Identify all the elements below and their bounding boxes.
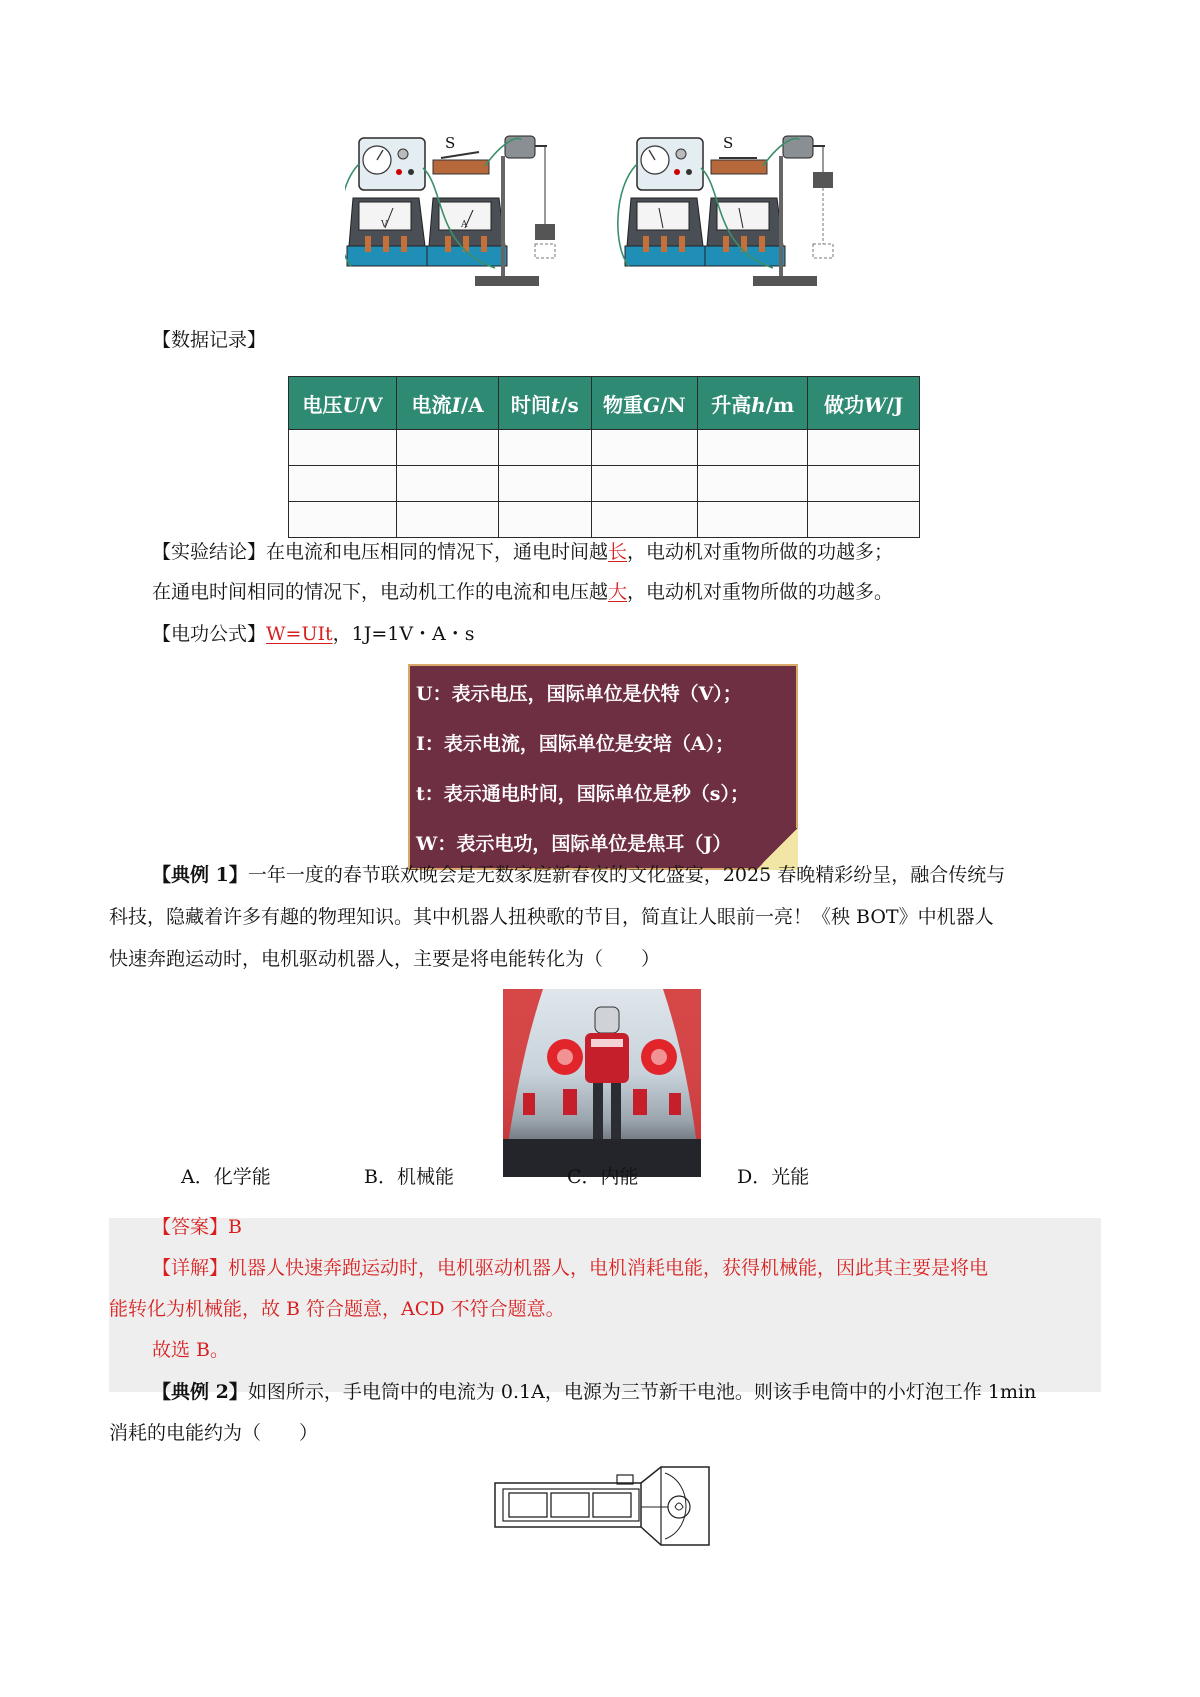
example1-line-1 <box>152 866 1005 885</box>
header-quantity: 升高 <box>711 392 752 417</box>
table-cell[interactable] <box>808 430 920 466</box>
table-header-5 <box>808 377 920 430</box>
header-quantity: 电流 <box>411 392 452 417</box>
header-symbol: h <box>751 392 766 417</box>
example2-line-2: 消耗的电能约为（ ） <box>109 1422 319 1444</box>
table-row <box>289 502 920 538</box>
motor-experiment-figure <box>345 128 925 306</box>
option-a[interactable]: A．化学能 <box>181 1166 271 1188</box>
battery-3 <box>593 1493 631 1517</box>
header-quantity: 时间 <box>510 392 551 417</box>
header-symbol: U <box>342 392 360 417</box>
header-symbol: t <box>550 392 561 417</box>
header-quantity: 电压 <box>302 392 343 417</box>
header-unit: /N <box>660 392 686 417</box>
flashlight-diagram <box>493 1463 713 1553</box>
table-cell[interactable] <box>591 502 698 538</box>
switch-label-right: S <box>723 134 734 152</box>
apparatus-right <box>618 134 833 286</box>
conclusion-line-1 <box>152 543 893 562</box>
table-cell[interactable] <box>397 466 499 502</box>
table-cell[interactable] <box>591 466 698 502</box>
table-header-0 <box>289 377 397 430</box>
table-cell[interactable] <box>808 466 920 502</box>
apparatus-left <box>345 134 555 286</box>
table-cell[interactable] <box>289 430 397 466</box>
table-header-2 <box>499 377 591 430</box>
table-cell[interactable] <box>397 502 499 538</box>
formula-line <box>152 625 475 644</box>
table-header-4 <box>698 377 808 430</box>
table-cell[interactable] <box>289 502 397 538</box>
note-t: t：表示通电时间，国际单位是秒（s）； <box>416 783 749 805</box>
example2-line-1 <box>152 1383 1036 1402</box>
formula-expression: W=UIt <box>266 623 333 645</box>
data-record-table <box>288 376 920 538</box>
formula-unit: ，1J=1V・A・s <box>332 623 475 645</box>
conclusion-text: 【实验结论】在电流和电压相同的情况下，通电时间越 <box>152 541 609 563</box>
option-d[interactable]: D．光能 <box>737 1166 810 1188</box>
example1-line-3: 快速奔跑运动时，电机驱动机器人，主要是将电能转化为（ ） <box>109 948 661 970</box>
conclusion-text: ，电动机对重物所做的功越多； <box>627 541 894 563</box>
header-quantity: 做功 <box>824 392 865 417</box>
option-c[interactable]: C．内能 <box>567 1166 639 1188</box>
conclusion-text: 在通电时间相同的情况下，电动机工作的电流和电压越 <box>152 581 609 603</box>
table-cell[interactable] <box>397 430 499 466</box>
switch-label: S <box>445 134 456 152</box>
table-header-3 <box>591 377 698 430</box>
header-unit: /V <box>359 392 383 417</box>
header-unit: /m <box>765 392 795 417</box>
header-unit: /A <box>460 392 484 417</box>
conclusion-answer-long: 长 <box>608 541 628 563</box>
table-header-row <box>289 377 920 430</box>
table-cell[interactable] <box>499 466 591 502</box>
conclusion-answer-big: 大 <box>608 581 628 603</box>
note-w: W：表示电功，国际单位是焦耳（J） <box>416 833 732 855</box>
note-u: U：表示电压，国际单位是伏特（V）； <box>416 683 742 705</box>
table-cell[interactable] <box>698 466 808 502</box>
data-record-heading: 【数据记录】 <box>152 329 267 351</box>
table-cell[interactable] <box>499 430 591 466</box>
table-cell[interactable] <box>808 502 920 538</box>
table-cell[interactable] <box>499 502 591 538</box>
conclusion-text: ，电动机对重物所做的功越多。 <box>627 581 894 603</box>
formula-label: 【电功公式】 <box>152 623 267 645</box>
choose-line: 故选 B。 <box>152 1339 230 1361</box>
example1-text: 一年一度的春节联欢晚会是无数家庭新春夜的文化盛宴，2025 春晚精彩纷呈，融合传统与 <box>247 864 1006 886</box>
voltmeter-label: V <box>381 220 388 230</box>
header-symbol: W <box>864 392 887 417</box>
answer-line: 【答案】B <box>152 1216 242 1238</box>
table-cell[interactable] <box>591 430 698 466</box>
header-unit: /s <box>560 392 579 417</box>
battery-2 <box>551 1493 589 1517</box>
header-symbol: G <box>642 392 661 417</box>
detail-line-1: 【详解】机器人快速奔跑运动时，电机驱动机器人，电机消耗电能，获得机械能，因此其主要是将电 <box>152 1257 989 1279</box>
note-i: I：表示电流，国际单位是安培（A）； <box>416 733 735 755</box>
detail-line-2: 能转化为机械能，故 B 符合题意，ACD 不符合题意。 <box>109 1298 565 1320</box>
table-cell[interactable] <box>698 430 808 466</box>
table-row <box>289 430 920 466</box>
table-header-1 <box>397 377 499 430</box>
robot-illustration <box>503 989 701 1177</box>
bulb-icon <box>668 1496 690 1518</box>
ammeter-label: A <box>461 220 468 230</box>
table-cell[interactable] <box>698 502 808 538</box>
header-unit: /J <box>886 392 904 417</box>
example1-line-2: 科技，隐藏着许多有趣的物理知识。其中机器人扭秧歌的节目，简直让人眼前一亮！《秧 BOT》中机器人 <box>109 906 994 928</box>
battery-1 <box>509 1493 547 1517</box>
robot-dance-photo <box>503 989 701 1177</box>
formula-notes-box <box>408 664 798 870</box>
table-cell[interactable] <box>289 466 397 502</box>
example2-text: 如图所示，手电筒中的电流为 0.1A，电源为三节新干电池。则该手电筒中的小灯泡工作 1min <box>247 1381 1037 1403</box>
example2-label: 【典例 2】 <box>152 1381 248 1403</box>
conclusion-line-2 <box>152 583 893 602</box>
header-symbol: I <box>451 392 461 417</box>
example1-label: 【典例 1】 <box>152 864 248 886</box>
header-quantity: 物重 <box>602 392 643 417</box>
option-b[interactable]: B．机械能 <box>364 1166 454 1188</box>
table-row <box>289 466 920 502</box>
